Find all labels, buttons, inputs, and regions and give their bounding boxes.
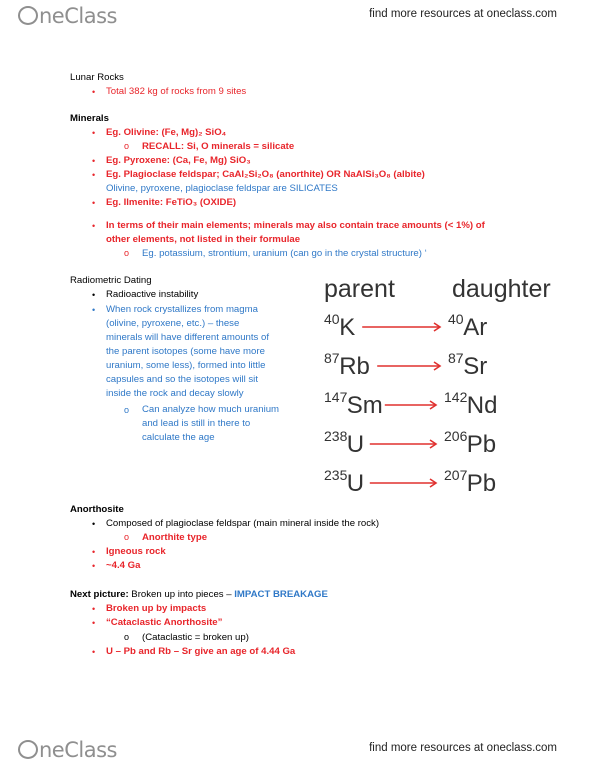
minerals-trace-line2: other elements, not listed in their formulae — [106, 234, 301, 245]
bullet-icon: • — [92, 290, 96, 300]
parent-symbol: U — [346, 431, 365, 458]
minerals-recall: RECALL: Si, O minerals = silicate — [142, 141, 295, 152]
daughter-mass: 206 — [444, 428, 468, 444]
anorthosite-title: Anorthosite — [70, 504, 124, 515]
next-title-mid: Broken up into pieces – — [128, 589, 235, 600]
daughter-header: daughter — [452, 275, 551, 303]
radiometric-sub-line: and lead is still in there to — [142, 418, 251, 429]
header-link[interactable]: find more resources at oneclass.com — [369, 8, 557, 20]
daughter-mass: 40 — [448, 311, 464, 327]
sub-bullet-icon: o — [124, 248, 130, 258]
daughter-symbol: Sr — [463, 353, 488, 380]
bullet-icon: • — [92, 198, 96, 208]
next-age: U – Pb and Rb – Sr give an age of 4.44 Ga — [106, 646, 296, 657]
next-cataclastic-def: (Cataclastic = broken up) — [142, 632, 249, 643]
parent-symbol: U — [346, 470, 365, 497]
radiometric-paragraph-line: inside the rock and decay slowly — [106, 388, 244, 399]
radiometric-paragraph-line: the parent isotopes (some have more — [106, 346, 265, 357]
daughter-symbol: Ar — [463, 314, 488, 341]
bullet-icon: • — [92, 618, 96, 628]
next-title-prefix: Next picture: — [70, 589, 129, 600]
daughter-symbol: Pb — [466, 470, 497, 497]
bullet-icon: • — [92, 604, 96, 614]
radiometric-instability: Radioactive instability — [106, 289, 199, 300]
anorthosite-type: Anorthite type — [142, 532, 208, 543]
next-cataclastic: “Cataclastic Anorthosite” — [106, 617, 223, 628]
daughter-mass: 142 — [444, 389, 468, 405]
parent-mass: 147 — [324, 389, 348, 405]
next-title — [70, 589, 328, 600]
minerals-olivine: Eg. Olivine: (Fe, Mg)₂ SiO₄ — [106, 127, 227, 138]
next-broken-up: Broken up by impacts — [106, 603, 207, 614]
daughter-mass: 207 — [444, 467, 468, 483]
radiometric-paragraph-line: uranium, some less), formed into little — [106, 360, 266, 371]
parent-header: parent — [324, 275, 395, 303]
parent-symbol: Sm — [346, 392, 383, 419]
oneclass-footer-logo[interactable] — [18, 738, 117, 762]
bullet-icon: • — [92, 647, 96, 657]
parent-symbol: K — [339, 314, 356, 341]
daughter-mass: 87 — [448, 350, 464, 366]
footer-link[interactable]: find more resources at oneclass.com — [369, 742, 557, 754]
logo-circle-icon — [18, 6, 38, 25]
bullet-icon: • — [92, 221, 96, 231]
logo-text: neClass — [39, 4, 117, 28]
radiometric-paragraph-line: capsules and so the isotopes will sit — [106, 374, 258, 385]
radiometric-sub-line: Can analyze how much uranium — [142, 404, 280, 415]
daughter-symbol: Nd — [466, 392, 498, 419]
lunar-bullet: Total 382 kg of rocks from 9 sites — [106, 86, 247, 97]
radiometric-sub-line: calculate the age — [142, 432, 215, 443]
bullet-icon: • — [92, 519, 96, 529]
parent-mass: 235 — [324, 467, 348, 483]
bullet-icon: • — [92, 156, 96, 166]
footer-logo-text: neClass — [39, 738, 117, 762]
minerals-pyroxene: Eg. Pyroxene: (Ca, Fe, Mg) SiO₃ — [106, 155, 251, 166]
bullet-icon: • — [92, 561, 96, 571]
minerals-silicates-note: Olivine, pyroxene, plagioclase feldspar are SILICATES — [106, 183, 338, 194]
minerals-trace-line1: In terms of their main elements; minerals may also contain trace amounts (< 1%) of — [106, 220, 485, 231]
radiometric-paragraph-line: When rock crystallizes from magma — [106, 304, 258, 315]
sub-bullet-icon: o — [124, 532, 130, 542]
next-title-impact: IMPACT BREAKAGE — [234, 589, 328, 600]
daughter-symbol: Pb — [466, 431, 497, 458]
radiometric-paragraph-line: minerals will have different amounts of — [106, 332, 269, 343]
minerals-trace-example: Eg. potassium, strontium, uranium (can go in the crystal structure) ‘ — [142, 248, 427, 259]
logo-circle-icon — [18, 740, 38, 759]
parent-mass: 238 — [324, 428, 348, 444]
sub-bullet-icon: o — [124, 141, 130, 151]
parent-mass: 40 — [324, 311, 340, 327]
bullet-icon: • — [92, 305, 96, 315]
bullet-icon: • — [92, 170, 96, 180]
radiometric-paragraph-line: (olivine, pyroxene, etc.) – these — [106, 318, 240, 329]
bullet-icon: • — [92, 128, 96, 138]
minerals-plagioclase: Eg. Plagioclase feldspar; CaAl₂Si₂O₈ (anorthite) OR NaAlSi₃O₈ (albite) — [106, 169, 425, 180]
anorthosite-igneous: Igneous rock — [106, 546, 166, 557]
lunar-title: Lunar Rocks — [70, 72, 124, 83]
oneclass-logo[interactable] — [18, 4, 117, 28]
anorthosite-composition: Composed of plagioclase feldspar (main mineral inside the rock) — [106, 518, 380, 529]
minerals-title: Minerals — [70, 113, 109, 124]
anorthosite-age: ~4.4 Ga — [106, 560, 141, 571]
bullet-icon: • — [92, 547, 96, 557]
parent-mass: 87 — [324, 350, 340, 366]
bullet-icon: • — [92, 87, 96, 97]
radiometric-title: Radiometric Dating — [70, 275, 152, 286]
sub-bullet-icon: o — [124, 405, 130, 415]
sub-bullet-icon: o — [124, 632, 130, 642]
parent-symbol: Rb — [339, 353, 370, 380]
decay-pairs-figure — [318, 272, 558, 504]
minerals-ilmenite: Eg. Ilmenite: FeTiO₃ (OXIDE) — [106, 197, 237, 208]
